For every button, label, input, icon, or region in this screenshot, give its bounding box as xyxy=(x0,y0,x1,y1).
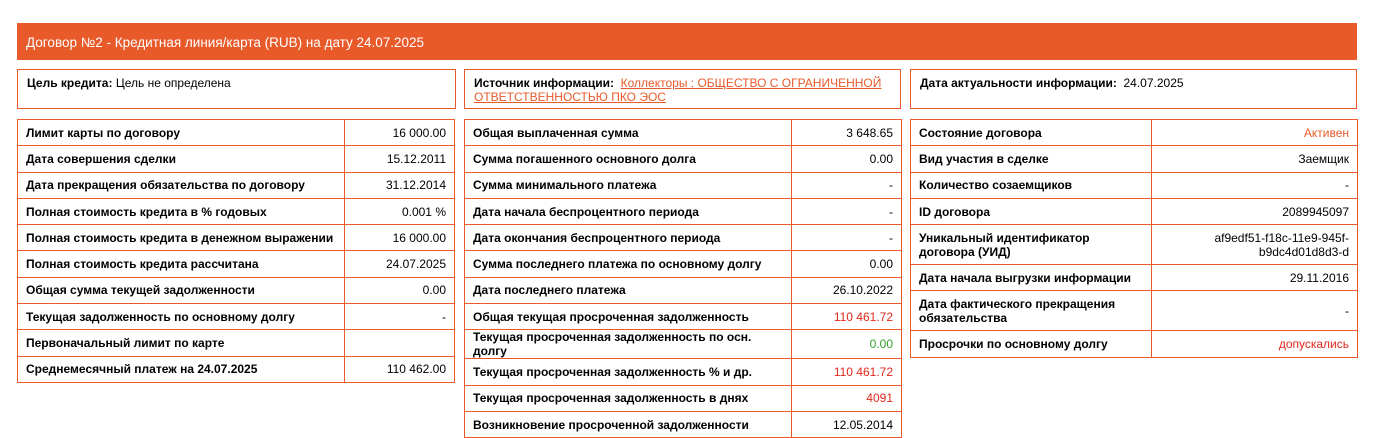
row-value xyxy=(345,330,455,356)
row-label: Общая выплаченная сумма xyxy=(465,120,792,146)
row-value: 29.11.2016 xyxy=(1152,265,1358,291)
row-label: Общая сумма текущей задолженности xyxy=(18,277,345,303)
table-row xyxy=(465,225,902,251)
table-row xyxy=(465,120,902,146)
contract-terms-table xyxy=(17,119,455,383)
table-row xyxy=(911,120,1358,146)
info-source-box xyxy=(464,69,901,109)
row-value: - xyxy=(345,304,455,330)
row-value: 0.00 xyxy=(792,251,902,277)
row-value: 0.00 xyxy=(345,277,455,303)
row-label: Текущая просроченная задолженность по осн. долгу xyxy=(465,330,792,359)
table-row xyxy=(465,385,902,411)
overdue-principal-value: 0.00 xyxy=(792,330,902,359)
row-value: Заемщик xyxy=(1152,146,1358,172)
row-value: 26.10.2022 xyxy=(792,277,902,303)
table-row xyxy=(465,330,902,359)
overdue-interest-value: 110 461.72 xyxy=(792,359,902,385)
table-row xyxy=(465,146,902,172)
row-value: 12.05.2014 xyxy=(792,411,902,437)
row-value: 15.12.2011 xyxy=(345,146,455,172)
row-value: 0.00 xyxy=(792,146,902,172)
row-label: Полная стоимость кредита рассчитана xyxy=(18,251,345,277)
row-value: - xyxy=(1152,172,1358,198)
info-source-link[interactable]: Коллекторы : ОБЩЕСТВО С ОГРАНИЧЕННОЙ ОТВЕТСТВЕННОСТЬЮ ПКО ЭОС xyxy=(474,76,882,104)
row-label: Текущая просроченная задолженность % и др. xyxy=(465,359,792,385)
row-value: 16 000.00 xyxy=(345,225,455,251)
row-value: 0.001 % xyxy=(345,198,455,224)
table-row xyxy=(18,198,455,224)
row-value: 3 648.65 xyxy=(792,120,902,146)
payments-table xyxy=(464,119,902,438)
info-source-label: Источник информации: xyxy=(474,76,614,90)
row-label: Сумма погашенного основного долга xyxy=(465,146,792,172)
row-label: Дата окончания беспроцентного периода xyxy=(465,225,792,251)
contract-status-value: Активен xyxy=(1152,120,1358,146)
credit-purpose-value: Цель не определена xyxy=(115,76,231,90)
table-row xyxy=(18,172,455,198)
row-label: Среднемесячный платеж на 24.07.2025 xyxy=(18,356,345,382)
row-label: Сумма последнего платежа по основному долгу xyxy=(465,251,792,277)
table-row xyxy=(18,251,455,277)
row-label: Дата начала беспроцентного периода xyxy=(465,198,792,224)
overdue-total-value: 110 461.72 xyxy=(792,304,902,330)
table-row xyxy=(911,291,1358,331)
row-value: - xyxy=(792,225,902,251)
actuality-date-value: 24.07.2025 xyxy=(1123,76,1184,90)
table-row xyxy=(911,172,1358,198)
row-label: Возникновение просроченной задолженности xyxy=(465,411,792,437)
table-row xyxy=(465,411,902,437)
contract-title: Договор №2 - Кредитная линия/карта (RUB) на дату 24.07.2025 xyxy=(26,35,425,50)
row-value: 2089945097 xyxy=(1152,198,1358,224)
row-label: Полная стоимость кредита в % годовых xyxy=(18,198,345,224)
table-row xyxy=(465,198,902,224)
row-label: Текущая просроченная задолженность в днях xyxy=(465,385,792,411)
row-label: Полная стоимость кредита в денежном выражении xyxy=(18,225,345,251)
table-row xyxy=(911,265,1358,291)
table-row xyxy=(18,356,455,382)
row-value: 31.12.2014 xyxy=(345,172,455,198)
row-label: Дата совершения сделки xyxy=(18,146,345,172)
row-label: Уникальный идентификатор договора (УИД) xyxy=(911,225,1152,265)
table-row xyxy=(465,251,902,277)
row-value: - xyxy=(1152,291,1358,331)
table-row xyxy=(18,225,455,251)
table-row xyxy=(911,198,1358,224)
credit-purpose-label: Цель кредита: xyxy=(27,76,113,90)
table-row xyxy=(911,331,1358,357)
row-label: Количество созаемщиков xyxy=(911,172,1152,198)
contract-status-table xyxy=(910,119,1358,358)
row-value: - xyxy=(792,198,902,224)
actuality-date-label: Дата актуальности информации: xyxy=(920,76,1117,90)
table-row xyxy=(465,277,902,303)
table-row xyxy=(465,359,902,385)
contract-header xyxy=(17,23,1357,60)
actuality-date-box xyxy=(910,69,1357,109)
row-label: Вид участия в сделке xyxy=(911,146,1152,172)
row-label: Текущая задолженность по основному долгу xyxy=(18,304,345,330)
row-value: - xyxy=(792,172,902,198)
table-row xyxy=(18,304,455,330)
table-row xyxy=(18,330,455,356)
row-label: Сумма минимального платежа xyxy=(465,172,792,198)
row-label: Дата последнего платежа xyxy=(465,277,792,303)
row-value: 16 000.00 xyxy=(345,120,455,146)
row-label: Первоначальный лимит по карте xyxy=(18,330,345,356)
row-label: ID договора xyxy=(911,198,1152,224)
row-label: Состояние договора xyxy=(911,120,1152,146)
row-label: Дата начала выгрузки информации xyxy=(911,265,1152,291)
credit-purpose-box xyxy=(17,69,456,109)
table-row xyxy=(18,120,455,146)
table-row xyxy=(465,304,902,330)
overdue-days-value: 4091 xyxy=(792,385,902,411)
table-row xyxy=(18,146,455,172)
table-row xyxy=(911,225,1358,265)
row-value: 110 462.00 xyxy=(345,356,455,382)
table-row xyxy=(18,277,455,303)
row-value: af9edf51-f18c-11e9-945f-b9dc4d01d8d3-d xyxy=(1152,225,1358,265)
row-label: Просрочки по основному долгу xyxy=(911,331,1152,357)
row-label: Дата прекращения обязательства по договору xyxy=(18,172,345,198)
delinquency-value: допускались xyxy=(1152,331,1358,357)
table-row xyxy=(911,146,1358,172)
row-label: Лимит карты по договору xyxy=(18,120,345,146)
row-label: Дата фактического прекращения обязательства xyxy=(911,291,1152,331)
row-value: 24.07.2025 xyxy=(345,251,455,277)
table-row xyxy=(465,172,902,198)
row-label: Общая текущая просроченная задолженность xyxy=(465,304,792,330)
